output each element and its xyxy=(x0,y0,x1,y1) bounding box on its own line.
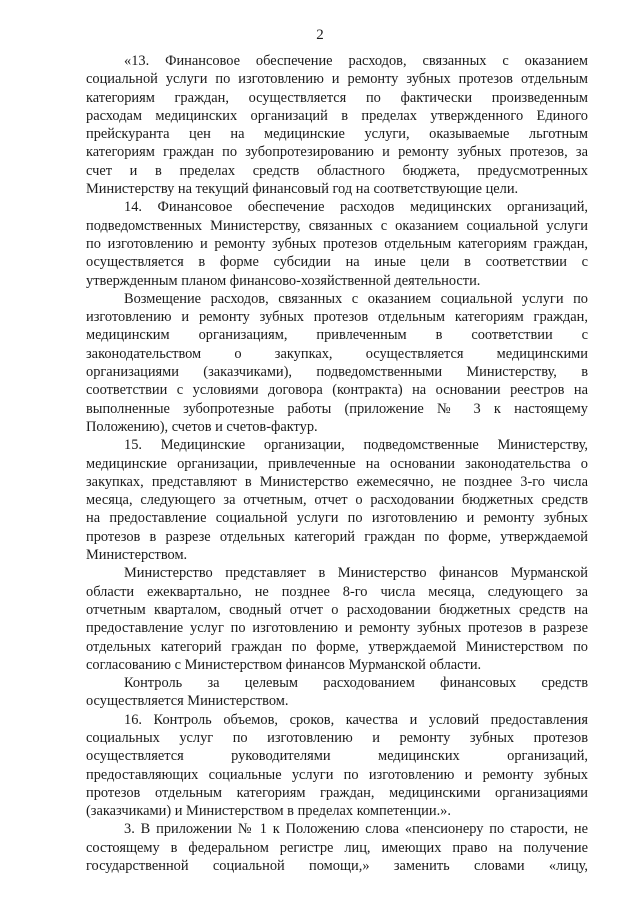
text-line: утвержденным планом финансово-хозяйственной деятельности. xyxy=(86,272,481,289)
text-line: социальных услуг по изготовлению и ремонту зубных протезов xyxy=(86,729,588,746)
text-line: медицинским организациям, привлеченным в соответствии с xyxy=(86,327,588,344)
text-line: счет и в пределах средств областного бюджета, предусмотренных xyxy=(86,162,588,179)
paragraph-p15 xyxy=(86,436,588,564)
text-line: месяца, следующего за отчетным, отчет о расходовании бюджетных средств xyxy=(86,492,588,509)
text-line: социальной услуги по изготовлению и ремонту зубных протезов отдельным xyxy=(86,71,588,88)
text-line: осуществляется в форме субсидии на иные цели в соответствии с xyxy=(86,254,588,271)
text-line: предоставляющих социальные услуги по изготовлению и ремонту зубных xyxy=(86,766,588,783)
text-line: по изготовлению и ремонту зубных протезов отдельным категориям граждан, xyxy=(86,235,588,252)
text-line: Положению), счетов и счетов-фактур. xyxy=(86,418,318,435)
text-line: выполненные зубопротезные работы (приложение № 3 к настоящему xyxy=(86,400,588,417)
text-line: прейскуранта цен на медицинские услуги, оказываемые льготным xyxy=(86,126,588,143)
text-line: соответствии с условиями договора (контракта) на основании реестров на xyxy=(86,382,588,399)
text-line: организациями (заказчиками), подведомственными Министерству, в xyxy=(86,364,588,381)
text-line: осуществляется руководителями медицинских организаций, xyxy=(86,748,588,765)
text-line: Министерством. xyxy=(86,547,188,564)
text-line: 3. В приложении № 1 к Положению слова «пенсионеру по старости, не xyxy=(124,821,588,838)
text-line: протезов в разрезе отдельных категорий граждан по форме, утверждаемой xyxy=(86,528,588,545)
text-line: 14. Финансовое обеспечение расходов медицинских организаций, xyxy=(124,199,588,216)
paragraph-p16 xyxy=(86,711,588,821)
text-line: предоставление услуг по изготовлению и ремонту зубных протезов в разрезе xyxy=(86,620,588,637)
text-line: отчетным кварталом, сводный отчет о расходовании бюджетных средств на xyxy=(86,601,588,618)
text-line: «13. Финансовое обеспечение расходов, связанных с оказанием xyxy=(124,53,588,69)
text-line: категориям граждан по зубопротезированию и ремонту зубных протезов, за xyxy=(86,144,588,161)
text-line: Контроль за целевым расходованием финансовых средств xyxy=(124,675,588,692)
text-line: категориям граждан, осуществляется по фактически произведенным xyxy=(86,89,588,106)
text-line: области ежеквартально, не позднее 8-го числа месяца, следующего за xyxy=(86,583,588,600)
document-body xyxy=(86,52,588,875)
text-line: протезов отдельным категориям граждан, медицинскими организациями xyxy=(86,784,588,801)
text-line: Министерству на текущий финансовый год на соответствующие цели. xyxy=(86,181,519,198)
text-line: изготовлению и ремонту зубных протезов отдельным категориям граждан, xyxy=(86,309,588,326)
text-line: 15. Медицинские организации, подведомственные Министерству, xyxy=(124,437,588,454)
paragraph-p13 xyxy=(86,52,588,198)
text-line: осуществляется Министерством. xyxy=(86,693,289,710)
text-line: государственной социальной помощи,» заменить словами «лицу, xyxy=(86,858,588,875)
text-line: отдельных категорий граждан по форме, утверждаемой Министерством по xyxy=(86,638,588,655)
paragraph-p15c xyxy=(86,674,588,711)
text-line: согласованию с Министерством финансов Мурманской области. xyxy=(86,656,482,673)
text-line: состоящему в федеральном регистре лиц, имеющих право на получение xyxy=(86,839,588,856)
paragraph-p14 xyxy=(86,198,588,289)
text-line: Министерство представляет в Министерство финансов Мурманской xyxy=(124,565,588,582)
paragraph-p15b xyxy=(86,564,588,674)
text-line: Возмещение расходов, связанных с оказанием социальной услуги по xyxy=(124,290,588,307)
paragraph-p3 xyxy=(86,820,588,875)
text-line: закупках, представляют в Министерство ежемесячно, не позднее 3-го числа xyxy=(86,473,588,490)
text-line: на предоставление социальной услуги по изготовлению и ремонту зубных xyxy=(86,510,588,527)
page-number: 2 xyxy=(316,27,324,43)
text-line: медицинские организации, привлеченные на основании законодательства о xyxy=(86,455,588,472)
text-line: законодательством о закупках, осуществляется медицинскими xyxy=(86,345,588,362)
text-line: расходам медицинских организаций в пределах утвержденного Единого xyxy=(86,107,588,124)
text-line: подведомственных Министерству, связанных с оказанием социальной услуги xyxy=(86,217,588,234)
text-line: 16. Контроль объемов, сроков, качества и условий предоставления xyxy=(124,711,588,728)
paragraph-p14b xyxy=(86,290,588,436)
text-line: (заказчиками) и Министерством в пределах компетенции.». xyxy=(86,803,451,820)
